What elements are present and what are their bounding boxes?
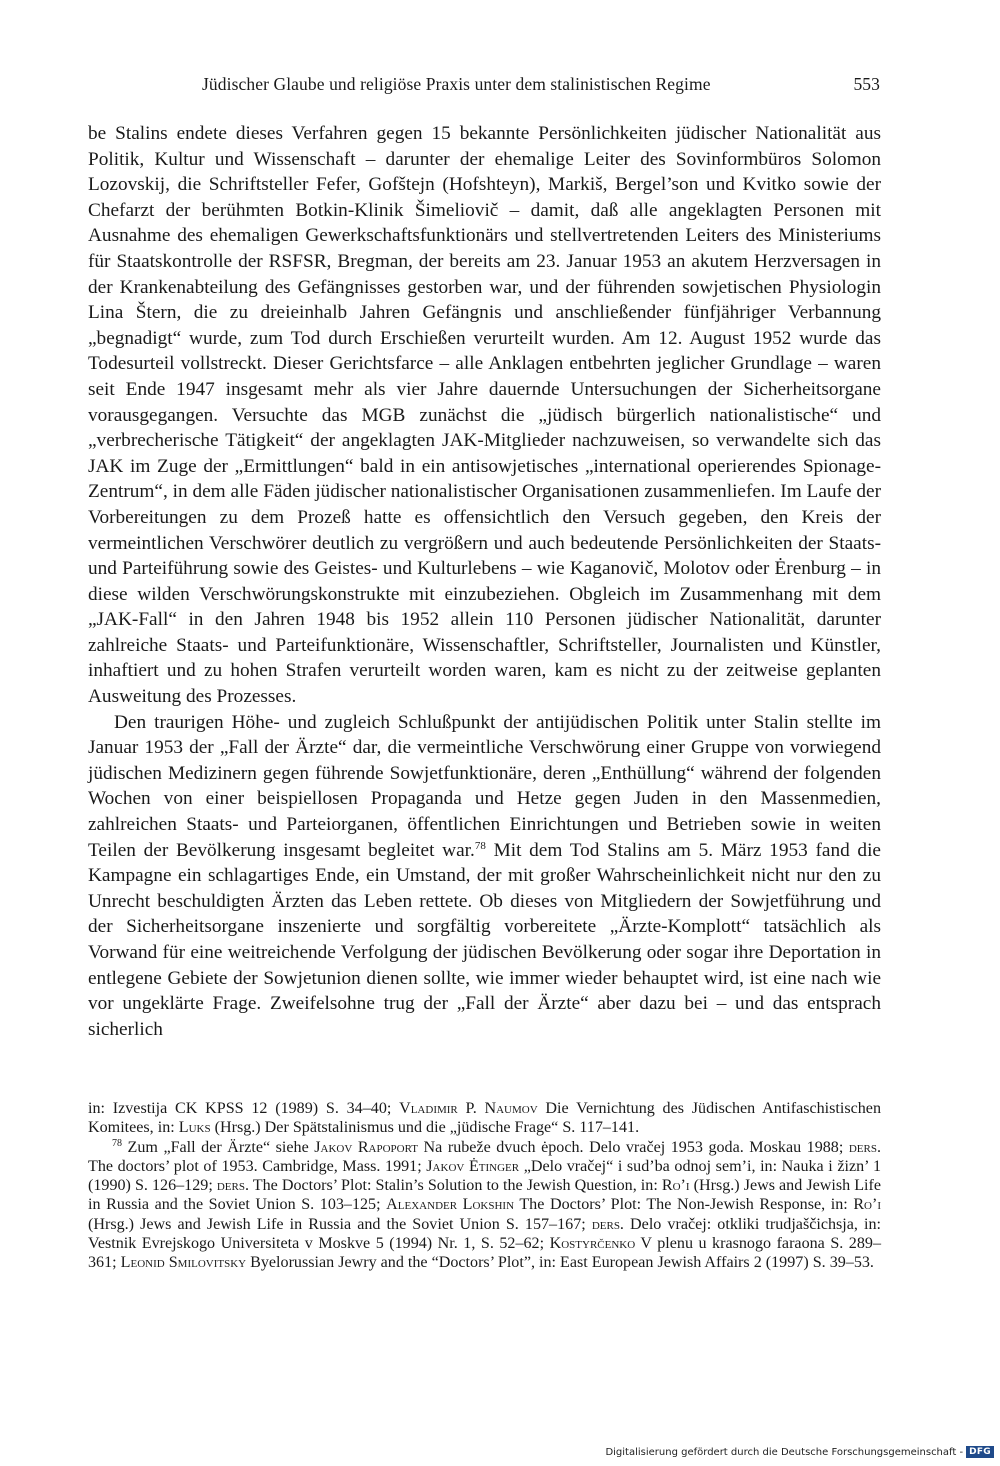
- author-name: Kostyrčenko: [549, 1235, 636, 1253]
- running-title: Jüdischer Glaube und religiöse Praxis unter dem stalinistischen Regime: [202, 74, 711, 94]
- author-name: Ro’i: [661, 1177, 690, 1195]
- digitization-footer: [605, 1446, 994, 1458]
- dfg-logo: DFG: [966, 1446, 994, 1458]
- author-name: Jakov Rapoport: [314, 1138, 419, 1156]
- main-text: [88, 121, 881, 1042]
- paragraph-2-part-b: Mit dem Tod Stalins am 5. März 1953 fand die Kampagne ein schlagartiges Ende, ein Umstand, der mit großer Wahrscheinlichkeit nicht nur den zu Unrecht beschuldigten Ärzten das Leben rettete. Ob dieses von Mitgliedern der Sowjetführung und der Sicherheitsorgane inszenierte und sorgfältig vorbereitete „Ärzte-Komplott“ tatsächlich als Vorwand für eine weitreichende Verfolgung der jüdischen Bevölkerung oder sogar ihre Deportation in entlegene Gebiete der Sowjetunion dienen sollte, wie immer wieder behauptet wird, ist eine nach wie vor ungeklärte Frage. Zweifelsohne trug der „Fall der Ärzte“ aber dazu bei – und das entsprach sicherlich: [88, 839, 881, 1040]
- author-name: ders.: [216, 1177, 250, 1195]
- footnotes: [88, 1099, 881, 1273]
- author-name: Jakov Ėtinger: [426, 1157, 520, 1175]
- funding-notice: Digitalisierung gefördert durch die Deutsche Forschungsgemeinschaft -: [605, 1446, 964, 1458]
- author-name: ders.: [848, 1138, 881, 1156]
- author-name: ders.: [591, 1215, 624, 1233]
- paragraph-2: [88, 710, 881, 1043]
- paragraph-1: be Stalins endete dieses Verfahren gegen 15 bekannte Persönlichkeiten jüdischer Nationalität aus Politik, Kultur und Wissenschaft – darunter der ehemalige Leiter des Sovinformbüros Solomon Lozovskij, die Schriftsteller Fefer, Gofštejn (Hofshteyn), Markiš, Bergel’son und Kvitko sowie der Chefarzt der berühmten Botkin-Klinik Šimeliovič – damit, daß alle angeklagten Personen mit Ausnahme des ehemaligen Gewerkschaftsfunktionärs und stellvertretenden Leiters des Ministeriums für Staatskontrolle der RSFSR, Bregman, der bereits am 23. Januar 1953 an akutem Herzversagen in der Krankenabteilung des Gefängnisses gestorben war, und der führenden sowjetischen Physiologin Lina Štern, die zu dreieinhalb Jahren Gefängnis und anschließender fünfjähriger Verbannung „begnadigt“ wurde, zum Tod durch Erschießen verurteilt wurden. Am 12. August 1952 wurde das Todesurteil vollstreckt. Dieser Gerichtsfarce – alle Anklagen entbehrten jeglicher Grundlage – waren seit Ende 1947 insgesamt mehr als vier Jahre dauernde Untersuchungen der Sicherheitsorgane vorausgegangen. Versuchte das MGB zunächst die „jüdisch bürgerlich nationalistische“ und „verbrecherische Tätigkeit“ der angeklagten JAK-Mitglieder nachzuweisen, so verwandelte sich das JAK im Zuge der „Ermittlungen“ bald in ein antisowjetisches „international operierendes Spionage-Zentrum“, in dem alle Fäden jüdischer nationalistischer Organisationen zusammenliefen. Im Laufe der Vorbereitungen zu dem Prozeß hatte es offensichtlich den Versuch gegeben, den Kreis der vermeintlichen Verschwörer deutlich zu vergrößern und auch bedeutende Persönlichkeiten der Staats- und Parteiführung sowie des Geistes- und Kulturlebens – wie Kaganovič, Molotov oder Ėrenburg – in diese wilden Verschwörungskonstrukte mit einzubeziehen. Obgleich im Zusammenhang mit dem „JAK-Fall“ in den Jahren 1948 bis 1952 allein 110 Personen jüdischer Nationalität, darunter zahlreiche Staats- und Parteifunktionäre, Wissenschaftler, Schriftsteller, Journalisten und Künstler, inhaftiert und zu hohen Strafen verurteilt worden waren, kam es nicht zu der zeitweise geplanten Ausweitung des Prozesses.: [88, 123, 881, 708]
- author-name: Vladimir P. Naumov: [399, 1100, 538, 1117]
- footnote-78: $^{78}$ Zum „Fall der Ärzte“ siehe Jakov Rapoport Na rubeže dvuch ėpoch. Delo vračej 1953 goda. Moskau 1988; ders. The doctors’ plot of 1953. Cambridge, Mass. 1991; Jakov Ėtinger „Delo vračej“ i sud’ba odnoj sem’i, in: Nauka i žizn’ 1 (1990) S. 126–129; ders. The Doctors’ Plot: Stalin’s Solution to the Jewish Question, in: Ro’i (Hrsg.) Jews and Jewish Life in Russia and the Soviet Union S. 103–125; Alexander Lokshin The Doctors’ Plot: The Non-Jewish Response, in: Ro’i (Hrsg.) Jews and Jewish Life in Russia and the Soviet Union S. 157–167; ders. Delo vračej: otkliki trudjaščichsja, in: Vestnik Evrejskogo Universiteta v Moskve 5 (1994) Nr. 1, S. 52–62; Kostyrčenko V plenu u krasnogo faraona S. 289–361; Leonid Smilovitsky Byelorussian Jewry and the “Doctors’ Plot”, in: East European Jewish Affairs 2 (1997) S. 39–53.: [88, 1137, 882, 1272]
- footnote-number: 78: [112, 1137, 122, 1149]
- paragraph-2-part-a: Den traurigen Höhe- und zugleich Schlußpunkt der antijüdischen Politik unter Stalin stellte im Januar 1953 der „Fall der Ärzte“ dar, die vermeintliche Verschwörung einer Gruppe von vorwiegend jüdischen Medizinern gegen führende Sowjetfunktionäre, deren „Enthüllung“ während der folgenden Wochen von einer beispiellosen Propaganda und Hetze gegen Juden in den Massenmedien, zahlreichen Staats- und Parteiorganen, öffentlichen Einrichtungen und Betrieben sowie in weiten Teilen der Bevölkerung insgesamt begleitet war.: [88, 711, 881, 861]
- author-name: Ro’i: [853, 1196, 882, 1214]
- author-name: Luks: [178, 1119, 211, 1137]
- author-name: Alexander Lokshin: [386, 1196, 515, 1214]
- author-name: Leonid Smilovitsky: [120, 1254, 247, 1272]
- footnote-reference-78[interactable]: 78: [474, 839, 486, 852]
- page-number: 553: [853, 74, 880, 94]
- footnote-continuation: in: Izvestija CK KPSS 12 (1989) S. 34–40; Vladimir P. Naumov Die Vernichtung des Jüdischen Antifaschistischen Komitees, in: Luks (Hrsg.) Der Spätstalinismus und die „jüdische Frage“ S. 117–141.: [88, 1100, 881, 1137]
